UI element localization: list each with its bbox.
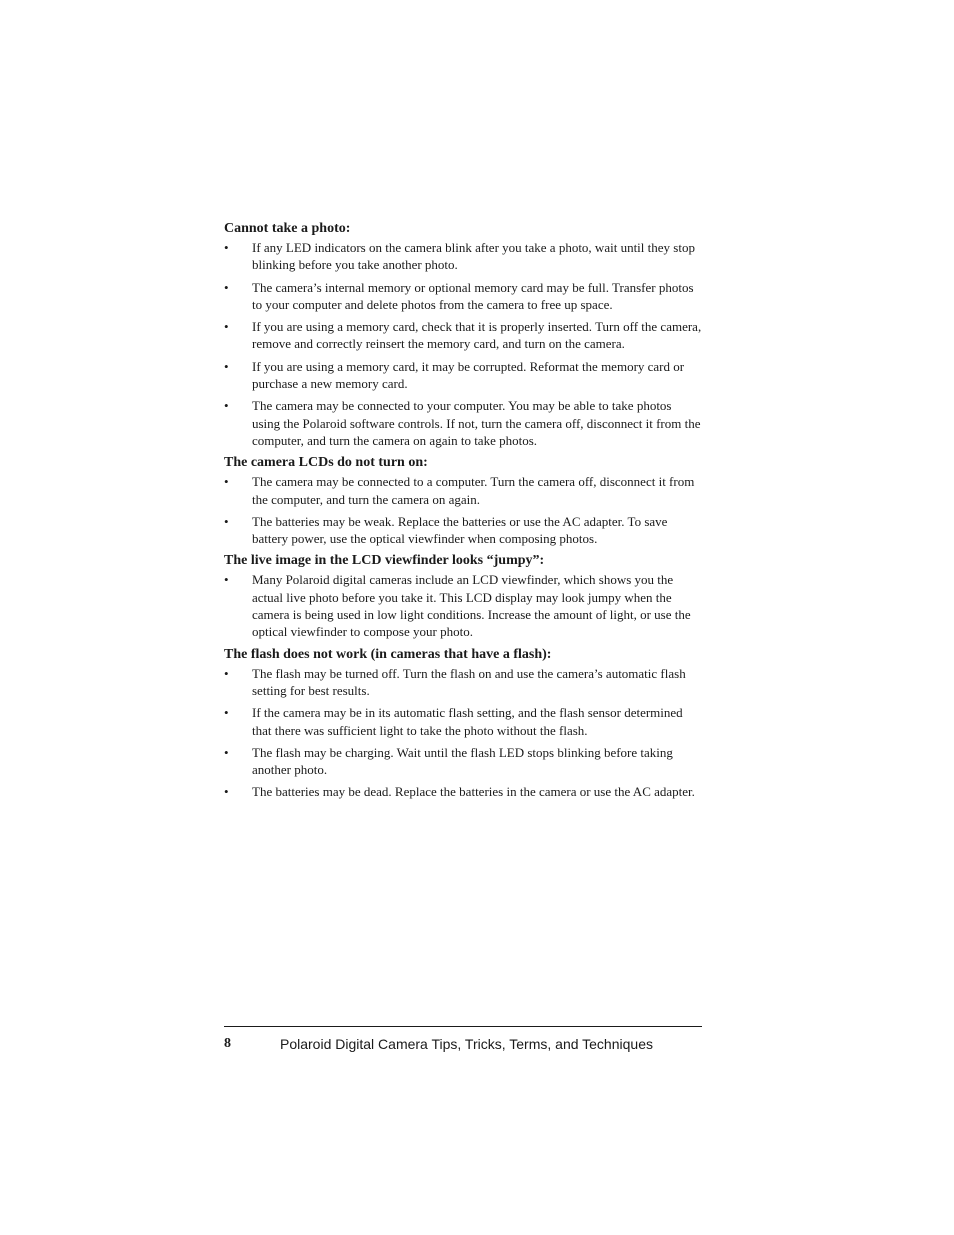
list-item: [224, 571, 702, 640]
bullet-icon: •: [224, 572, 229, 588]
list-item-text: The flash may be turned off. Turn the flash on and use the camera’s automatic flash setting for best results.: [252, 665, 686, 698]
section-heading: The live image in the LCD viewfinder looks “jumpy”:: [224, 553, 545, 569]
list-item-text: If any LED indicators on the camera blink after you take a photo, wait until they stop blinking before you take another photo.: [252, 240, 695, 273]
bullet-list: [224, 239, 702, 449]
list-item-text: If you are using a memory card, check that it is properly inserted. Turn off the camera, remove and correctly reinsert the memory card, and turn on the camera.: [252, 319, 702, 352]
bullet-icon: •: [224, 279, 229, 295]
list-item-text: If the camera may be in its automatic flash setting, and the flash sensor determined that there was sufficient light to take the photo without the flash.: [252, 705, 683, 738]
list-item: [224, 744, 702, 779]
list-item-text: The batteries may be weak. Replace the batteries or use the AC adapter. To save battery power, use the optical viewfinder when composing photos.: [252, 513, 668, 547]
section-cannot-take-photo: [224, 220, 702, 449]
bullet-icon: •: [224, 744, 229, 760]
list-item-text: The camera may be connected to your computer. You may be able to take photos using the Polaroid software controls. If not, turn the camera off, disconnect it from the computer, and turn the camera on again to take photos.: [252, 398, 701, 448]
footer-divider: [224, 1026, 702, 1027]
list-item-text: The batteries may be dead. Replace the batteries in the camera or use the AC adapter.: [252, 784, 695, 800]
section-heading: The flash does not work (in cameras that have a flash):: [224, 646, 552, 662]
list-item: [224, 513, 702, 548]
bullet-list: [224, 473, 702, 547]
section-heading: Cannot take a photo:: [224, 221, 351, 236]
section-lcds-do-not-turn-on: [224, 454, 702, 547]
list-item: [224, 704, 702, 739]
troubleshooting-content: [224, 220, 702, 806]
list-item: [224, 397, 702, 449]
list-item: [224, 665, 702, 700]
list-item-text: Many Polaroid digital cameras include an LCD viewfinder, which shows you the actual live photo before you take it. This LCD display may look jumpy when the camera is being used in low light conditions. Increase the amount of light, or use the optical viewfinder to compose your photo.: [252, 572, 691, 640]
bullet-icon: •: [224, 240, 229, 255]
bullet-list: [224, 665, 702, 801]
list-item: [224, 783, 702, 800]
list-item: [224, 318, 702, 353]
list-item: [224, 239, 702, 274]
bullet-icon: •: [224, 665, 229, 681]
page-number: 8: [224, 1036, 231, 1051]
bullet-icon: •: [224, 513, 229, 529]
list-item-text: The camera’s internal memory or optional memory card may be full. Transfer photos to your computer and delete photos from the camera to free up space.: [252, 279, 694, 312]
list-item: [224, 358, 702, 393]
section-heading: The camera LCDs do not turn on:: [224, 455, 428, 471]
list-item-text: The camera may be connected to a computer. Turn the camera off, disconnect it from the computer, and turn the camera on again.: [252, 474, 695, 507]
bullet-icon: •: [224, 358, 229, 374]
bullet-icon: •: [224, 705, 229, 721]
bullet-icon: •: [224, 398, 229, 414]
bullet-icon: •: [224, 784, 229, 800]
bullet-list: [224, 571, 702, 640]
list-item-text: The flash may be charging. Wait until the flash LED stops blinking before taking another photo.: [252, 744, 673, 778]
list-item: [224, 279, 702, 314]
list-item: [224, 473, 702, 508]
section-live-image-jumpy: [224, 552, 702, 640]
section-flash-does-not-work: [224, 646, 702, 801]
bullet-icon: •: [224, 474, 229, 490]
running-title: Polaroid Digital Camera Tips, Tricks, Terms, and Techniques: [280, 1036, 653, 1052]
bullet-icon: •: [224, 319, 229, 335]
list-item-text: If you are using a memory card, it may be corrupted. Reformat the memory card or purchase a new memory card.: [252, 358, 685, 392]
